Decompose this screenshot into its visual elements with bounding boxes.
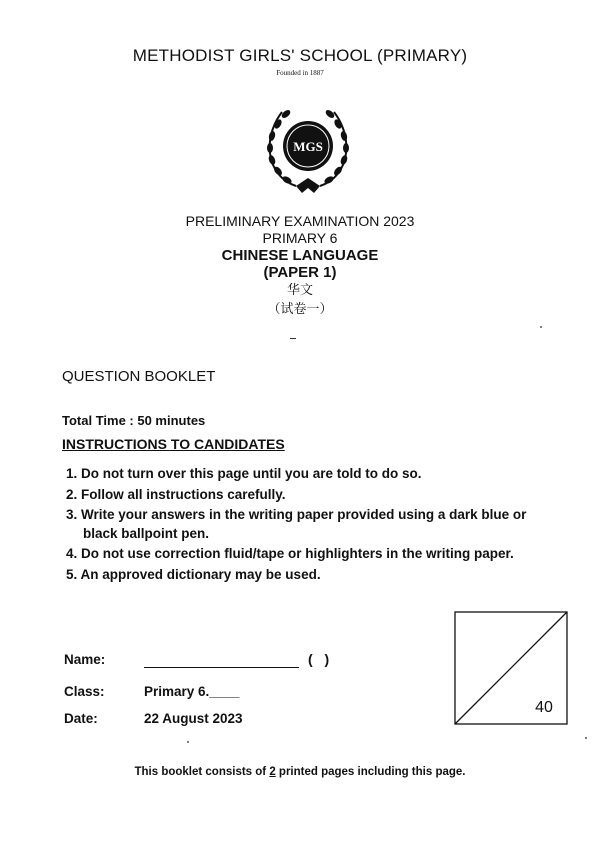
- exam-title: PRELIMINARY EXAMINATION 2023: [185, 213, 415, 229]
- class-label: Class:: [64, 684, 105, 699]
- register-number-parens: ( ): [308, 651, 334, 667]
- instruction-item: 1. Do not turn over this page until you are told to do so.: [66, 466, 422, 481]
- instruction-item: 5. An approved dictionary may be used.: [66, 566, 321, 582]
- instruction-item: 2. Follow all instructions carefully.: [66, 486, 286, 502]
- exam-paper-chinese: （试卷一）: [267, 302, 333, 317]
- exam-level: PRIMARY 6: [262, 230, 338, 246]
- instruction-item: 3. Write your answers in the writing paper provided using a dark blue or black ballpoint pen.: [66, 507, 527, 541]
- crest-text: MGS: [293, 139, 323, 154]
- score-box: [454, 611, 568, 725]
- scan-speck: [585, 737, 587, 739]
- footer-text-end: printed pages including this page.: [275, 766, 466, 778]
- instructions-heading: INSTRUCTIONS TO CANDIDATES: [62, 436, 285, 452]
- exam-heading: [0, 213, 600, 319]
- scan-speck: [187, 741, 189, 743]
- total-time: Total Time : 50 minutes: [62, 413, 206, 428]
- exam-subject-chinese: 华文: [286, 283, 313, 298]
- school-name: METHODIST GIRLS' SCHOOL (PRIMARY): [132, 46, 468, 65]
- founded-year: Founded in 1887: [276, 69, 324, 77]
- instruction-item: 4. Do not use correction fluid/tape or highlighters in the writing paper.: [66, 546, 514, 561]
- score-total: 40: [535, 699, 553, 716]
- scan-speck: [540, 326, 542, 328]
- divider: [290, 338, 296, 339]
- name-label: Name:: [64, 652, 106, 667]
- name-field-line[interactable]: [144, 667, 299, 668]
- exam-subject: CHINESE LANGUAGE: [221, 247, 379, 264]
- date-label: Date:: [64, 711, 98, 726]
- instructions-list: [66, 465, 546, 586]
- school-crest-icon: [256, 98, 360, 198]
- date-value: 22 August 2023: [144, 711, 243, 726]
- exam-paper: (PAPER 1): [263, 264, 337, 281]
- booklet-label: QUESTION BOOKLET: [62, 368, 216, 385]
- page-count: 2: [269, 766, 276, 778]
- footer-text-start: This booklet consists of: [134, 766, 270, 778]
- class-value: Primary 6.____: [144, 684, 240, 699]
- page-count-note: [0, 766, 600, 778]
